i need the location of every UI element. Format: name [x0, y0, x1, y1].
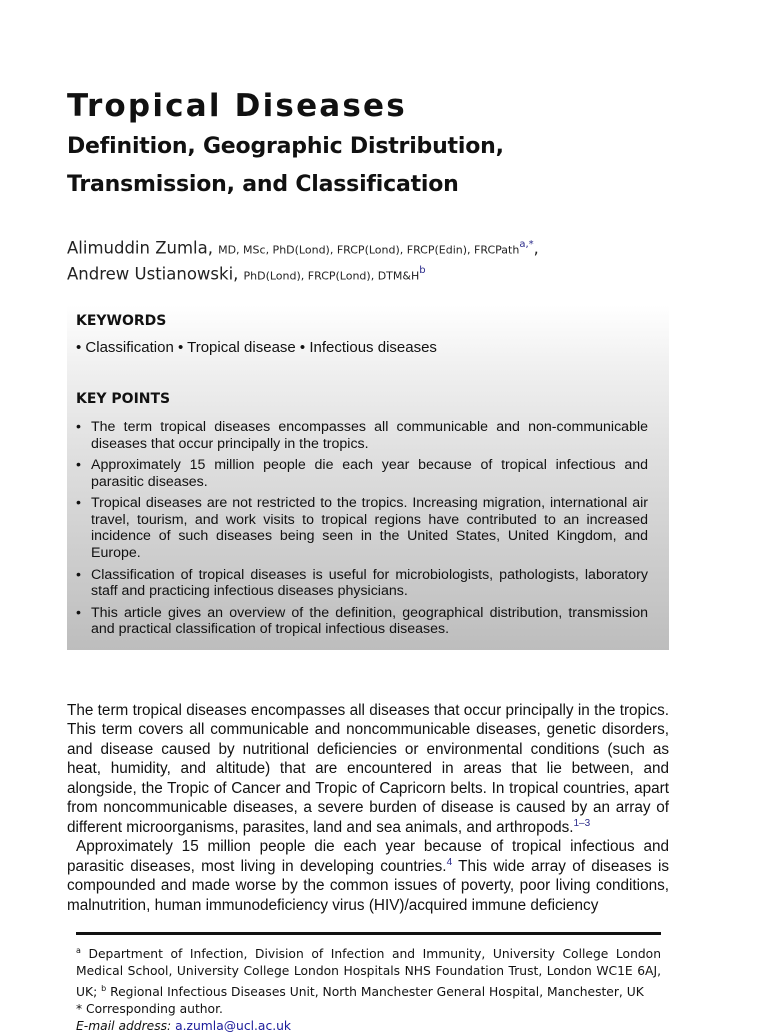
body-text: The term tropical diseases encompasses all diseases that occur principally in the tropics. This term covers all communicable and noncommunicable diseases, genetic disorders, and disease caused by nutritional deficiencies or environmental conditions (such as heat, humidity, and altitude) that are encountered in areas that lie between, and alongside, the Tropic of Cancer and Tropic of Capricorn belts. In tropical countries, apart from noncommunicable diseases, a severe burden of disease is caused by an array of different microorganisms, parasites, land and sea animals, and arthropods. — [67, 702, 669, 836]
key-points-list — [76, 419, 648, 643]
article-body — [67, 701, 669, 915]
key-point-item: • Approximately 15 million people die each year because of tropical infectious and parasitic diseases. — [76, 457, 648, 490]
body-text: Approximately 15 million people die each year because of tropical infectious and parasitic diseases, most living in developing countries. — [67, 838, 669, 875]
author-list — [67, 234, 669, 287]
footnotes — [76, 942, 661, 1035]
author-credentials: PhD(Lond), FRCP(Lond), DTM&H — [243, 269, 420, 283]
author-separator: , — [533, 238, 539, 258]
keywords-keypoints-box — [67, 305, 669, 650]
author-name: Alimuddin Zumla, — [67, 238, 213, 258]
author-credentials: MD, MSc, PhD(Lond), FRCP(Lond), FRCP(Edin), FRCPath — [218, 243, 520, 257]
author-affiliation-mark[interactable]: b — [419, 265, 426, 277]
author-line — [67, 234, 669, 260]
affiliation-text: Department of Infection, Division of Infection and Immunity, University College London Medical School, University College London Hospitals NHS Foundation Trust, London WC1E 6AJ, UK; — [76, 947, 661, 1000]
corresponding-author-note: * Corresponding author. — [76, 1002, 223, 1017]
key-point-item: • The term tropical diseases encompasses all communicable and non-communicable diseases that occur principally in the tropics. — [76, 419, 648, 452]
footnote-divider — [76, 932, 661, 935]
email-link[interactable]: a.zumla@ucl.ac.uk — [175, 1019, 292, 1034]
key-point-item: • Classification of tropical diseases is useful for microbiologists, pathologists, laboratory staff and practicing infectious diseases physicians. — [76, 567, 648, 600]
author-name: Andrew Ustianowski, — [67, 264, 239, 284]
key-points-heading: KEY POINTS — [76, 391, 171, 407]
keywords-list: • Classification • Tropical disease • Infectious diseases — [76, 339, 437, 356]
author-affiliation-mark[interactable]: a,* — [519, 239, 534, 250]
article-title: Tropical Diseases — [67, 88, 407, 124]
keywords-heading: KEYWORDS — [76, 313, 167, 329]
affiliation-text: Regional Infectious Diseases Unit, North Manchester General Hospital, Manchester, UK — [106, 985, 644, 1000]
key-point-item: • Tropical diseases are not restricted to the tropics. Increasing migration, international air travel, tourism, and work visits to tropical regions have contributed to an increased incidence of such diseases being seen in the United States, United Kingdom, and Europe. — [76, 495, 648, 561]
affiliations-footnote — [76, 942, 661, 1001]
article-subtitle: Definition, Geographic Distribution, Transmission, and Classification — [67, 134, 504, 197]
body-paragraph — [67, 837, 669, 915]
affiliation-mark: a — [76, 946, 81, 955]
affiliation-mark: b — [101, 984, 107, 994]
email-line — [76, 1018, 661, 1035]
body-text: This wide array of diseases is compounded and made worse by the common issues of poverty, poor living conditions, malnutrition, human immunodeficiency virus (HIV)/acquired immune deficiency — [67, 857, 669, 914]
key-point-item: • This article gives an overview of the definition, geographical distribution, transmission and practical classification of tropical infectious diseases. — [76, 605, 648, 638]
author-line — [67, 260, 669, 286]
email-label: E-mail address: — [76, 1019, 172, 1034]
reference-link[interactable]: 1–3 — [573, 817, 591, 829]
body-paragraph — [67, 701, 669, 837]
reference-link[interactable]: 4 — [446, 856, 453, 868]
